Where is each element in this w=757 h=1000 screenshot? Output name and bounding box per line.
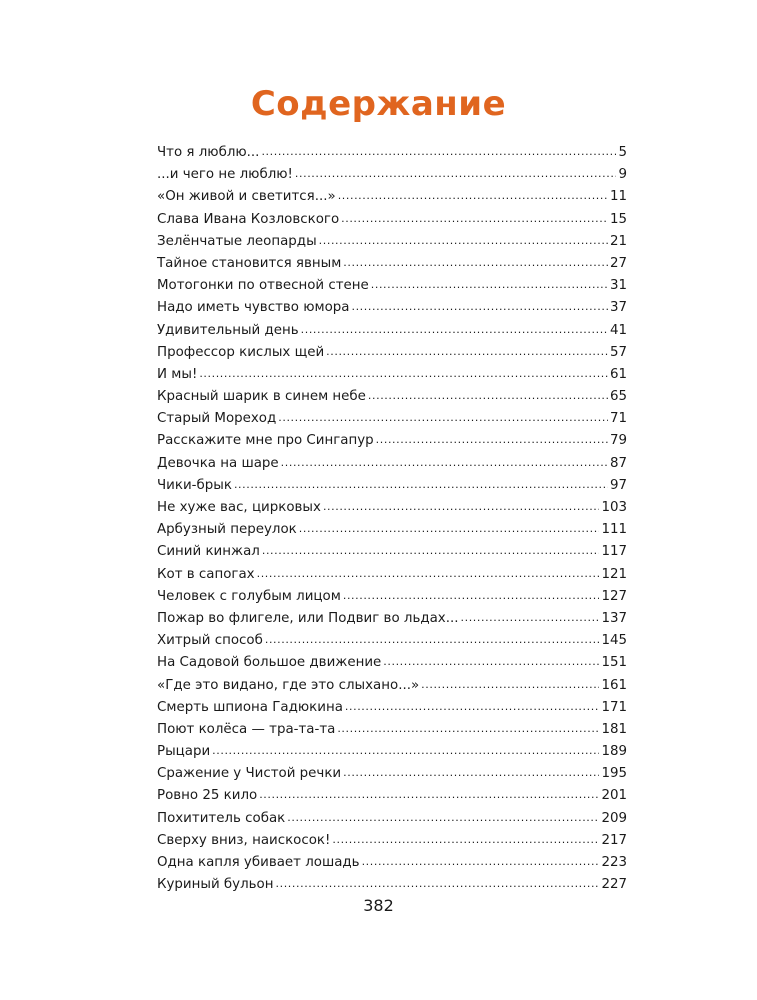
toc-entry: [157, 630, 627, 652]
toc-entry-title: Пожар во флигеле, или Подвиг во льдах...: [157, 610, 459, 626]
toc-entry-page: 15: [609, 211, 627, 227]
toc-entry-page: 201: [601, 788, 627, 804]
dot-leader: [234, 474, 608, 496]
dot-leader: [199, 363, 608, 385]
toc-entry-page: 227: [601, 877, 627, 893]
dot-leader: [212, 740, 599, 762]
toc-entry-page: 145: [601, 633, 627, 649]
toc-entry-page: 161: [601, 677, 627, 693]
dot-leader: [257, 563, 600, 585]
toc-entry: [157, 586, 627, 608]
toc-entry-title: Удивительный день: [157, 322, 299, 338]
toc-entry: [157, 475, 627, 497]
toc-entry-title: Поют колёса — тра-та-та: [157, 721, 336, 737]
toc-entry: [157, 275, 627, 297]
toc-entry-title: Чики-брык: [157, 477, 232, 493]
toc-entry: [157, 297, 627, 319]
dot-leader: [332, 829, 599, 851]
toc-entry: [157, 408, 627, 430]
dot-leader: [343, 252, 608, 274]
toc-entry-page: 21: [609, 233, 627, 249]
toc-entry-title: Сверху вниз, наискосок!: [157, 832, 331, 848]
toc-entry-page: 189: [601, 744, 627, 760]
dot-leader: [262, 540, 600, 562]
toc-entry-page: 223: [601, 855, 627, 870]
dot-leader: [368, 385, 608, 407]
dot-leader: [337, 718, 599, 740]
toc-entry: [157, 697, 627, 719]
toc-entry-page: 9: [618, 167, 627, 183]
toc-entry-title: Тайное становится явным: [157, 255, 342, 271]
toc-entry: [157, 209, 627, 231]
toc-entry-title: Девочка на шаре: [157, 455, 279, 471]
toc-entry: [157, 541, 627, 563]
toc-entry: [157, 763, 627, 785]
toc-entry-title: Слава Ивана Козловского: [157, 211, 340, 227]
toc-entry: [157, 186, 627, 208]
toc-entry-page: 71: [609, 411, 627, 427]
toc-entry-title: Красный шарик в синем небе: [157, 389, 366, 405]
toc-entry: [157, 808, 627, 830]
dot-leader: [301, 319, 608, 341]
toc-entry: [157, 852, 627, 874]
toc-entry-title: Расскажите мне про Сингапур: [157, 433, 374, 449]
toc-entry-title: Арбузный переулок: [157, 522, 297, 538]
toc-entry-page: 79: [609, 433, 627, 449]
toc-entry: [157, 497, 627, 519]
dot-leader: [376, 429, 608, 451]
dot-leader: [295, 163, 617, 185]
toc-entry-page: 31: [609, 278, 627, 294]
toc-entry: [157, 652, 627, 674]
toc-entry: [157, 320, 627, 342]
dot-leader: [461, 607, 600, 629]
toc-entry-page: 27: [609, 255, 627, 271]
toc-entry-page: 171: [601, 699, 627, 715]
toc-entry-title: Куриный бульон: [157, 877, 274, 893]
dot-leader: [343, 762, 599, 784]
toc-entry: [157, 564, 627, 586]
toc-entry: [157, 719, 627, 741]
toc-entry-page: 65: [609, 389, 627, 405]
toc-entry-title: Рыцари: [157, 744, 211, 760]
toc-entry-page: 195: [601, 766, 627, 782]
table-of-contents: [157, 142, 627, 896]
dot-leader: [351, 296, 607, 318]
toc-entry-page: 61: [609, 366, 627, 382]
dot-leader: [383, 651, 599, 673]
toc-entry: [157, 874, 627, 896]
toc-entry: [157, 364, 627, 386]
dot-leader: [276, 873, 600, 895]
toc-entry: [157, 741, 627, 763]
toc-entry-title: ...и чего не люблю!: [157, 167, 293, 183]
dot-leader: [278, 407, 608, 429]
toc-entry-page: 103: [601, 500, 627, 515]
toc-entry: [157, 830, 627, 852]
toc-entry: [157, 142, 627, 164]
toc-entry: [157, 453, 627, 475]
toc-entry-title: Мотогонки по отвесной стене: [157, 278, 369, 294]
dot-leader: [287, 807, 599, 829]
toc-entry: [157, 386, 627, 408]
toc-entry-title: И мы!: [157, 366, 198, 382]
dot-leader: [261, 141, 616, 163]
page-number: 382: [363, 896, 394, 915]
toc-entry-title: Ровно 25 кило: [157, 788, 258, 804]
toc-entry-page: 97: [609, 477, 627, 493]
toc-entry-title: Старый Мореход: [157, 411, 277, 427]
toc-entry-page: 121: [601, 566, 627, 582]
toc-entry-title: «Он живой и светится...»: [157, 189, 336, 205]
dot-leader: [319, 230, 608, 252]
toc-entry-page: 181: [601, 721, 627, 737]
toc-entry-page: 137: [601, 610, 627, 626]
page-title: Содержание: [250, 84, 507, 124]
dot-leader: [338, 185, 608, 207]
toc-entry-page: 217: [601, 832, 627, 848]
toc-entry: [157, 608, 627, 630]
toc-entry-title: Что я люблю...: [157, 145, 260, 160]
toc-entry: [157, 342, 627, 364]
toc-entry: [157, 253, 627, 275]
toc-entry-page: 209: [601, 810, 627, 826]
toc-entry-page: 41: [609, 322, 627, 338]
dot-leader: [326, 341, 608, 363]
toc-entry-title: На Садовой большое движение: [157, 655, 382, 671]
toc-entry: [157, 675, 627, 697]
toc-entry: [157, 519, 627, 541]
dot-leader: [299, 518, 600, 540]
dot-leader: [281, 452, 608, 474]
dot-leader: [371, 274, 608, 296]
dot-leader: [341, 208, 608, 230]
toc-entry-page: 11: [609, 189, 627, 205]
dot-leader: [345, 696, 600, 718]
dot-leader: [265, 629, 600, 651]
toc-entry-title: Сражение у Чистой речки: [157, 766, 342, 782]
dot-leader: [323, 496, 600, 518]
toc-entry-title: Хитрый способ: [157, 633, 263, 649]
dot-leader: [362, 851, 600, 873]
toc-entry-title: Кот в сапогах: [157, 566, 255, 582]
toc-entry-page: 111: [601, 522, 627, 538]
toc-entry-page: 117: [601, 544, 627, 560]
toc-entry: [157, 164, 627, 186]
toc-entry-page: 57: [609, 344, 627, 360]
toc-entry-title: Зелёнчатые леопарды: [157, 233, 317, 249]
toc-entry-title: Не хуже вас, цирковых: [157, 500, 321, 515]
toc-entry-title: Надо иметь чувство юмора: [157, 300, 350, 316]
toc-entry-page: 37: [609, 300, 627, 316]
toc-entry: [157, 231, 627, 253]
dot-leader: [421, 674, 599, 696]
toc-entry-page: 151: [601, 655, 627, 671]
toc-entry-title: Одна капля убивает лошадь: [157, 855, 360, 870]
toc-entry-page: 87: [609, 455, 627, 471]
toc-entry-title: «Где это видано, где это слыхано...»: [157, 677, 420, 693]
dot-leader: [343, 585, 600, 607]
toc-entry-page: 127: [601, 588, 627, 604]
dot-leader: [259, 784, 599, 806]
toc-entry-title: Профессор кислых щей: [157, 344, 325, 360]
toc-entry: [157, 430, 627, 452]
toc-entry-title: Синий кинжал: [157, 544, 260, 560]
toc-entry-title: Человек с голубым лицом: [157, 588, 341, 604]
toc-entry-title: Смерть шпиона Гадюкина: [157, 699, 343, 715]
toc-entry-page: 5: [618, 145, 627, 160]
toc-entry: [157, 785, 627, 807]
toc-entry-title: Похититель собак: [157, 810, 286, 826]
